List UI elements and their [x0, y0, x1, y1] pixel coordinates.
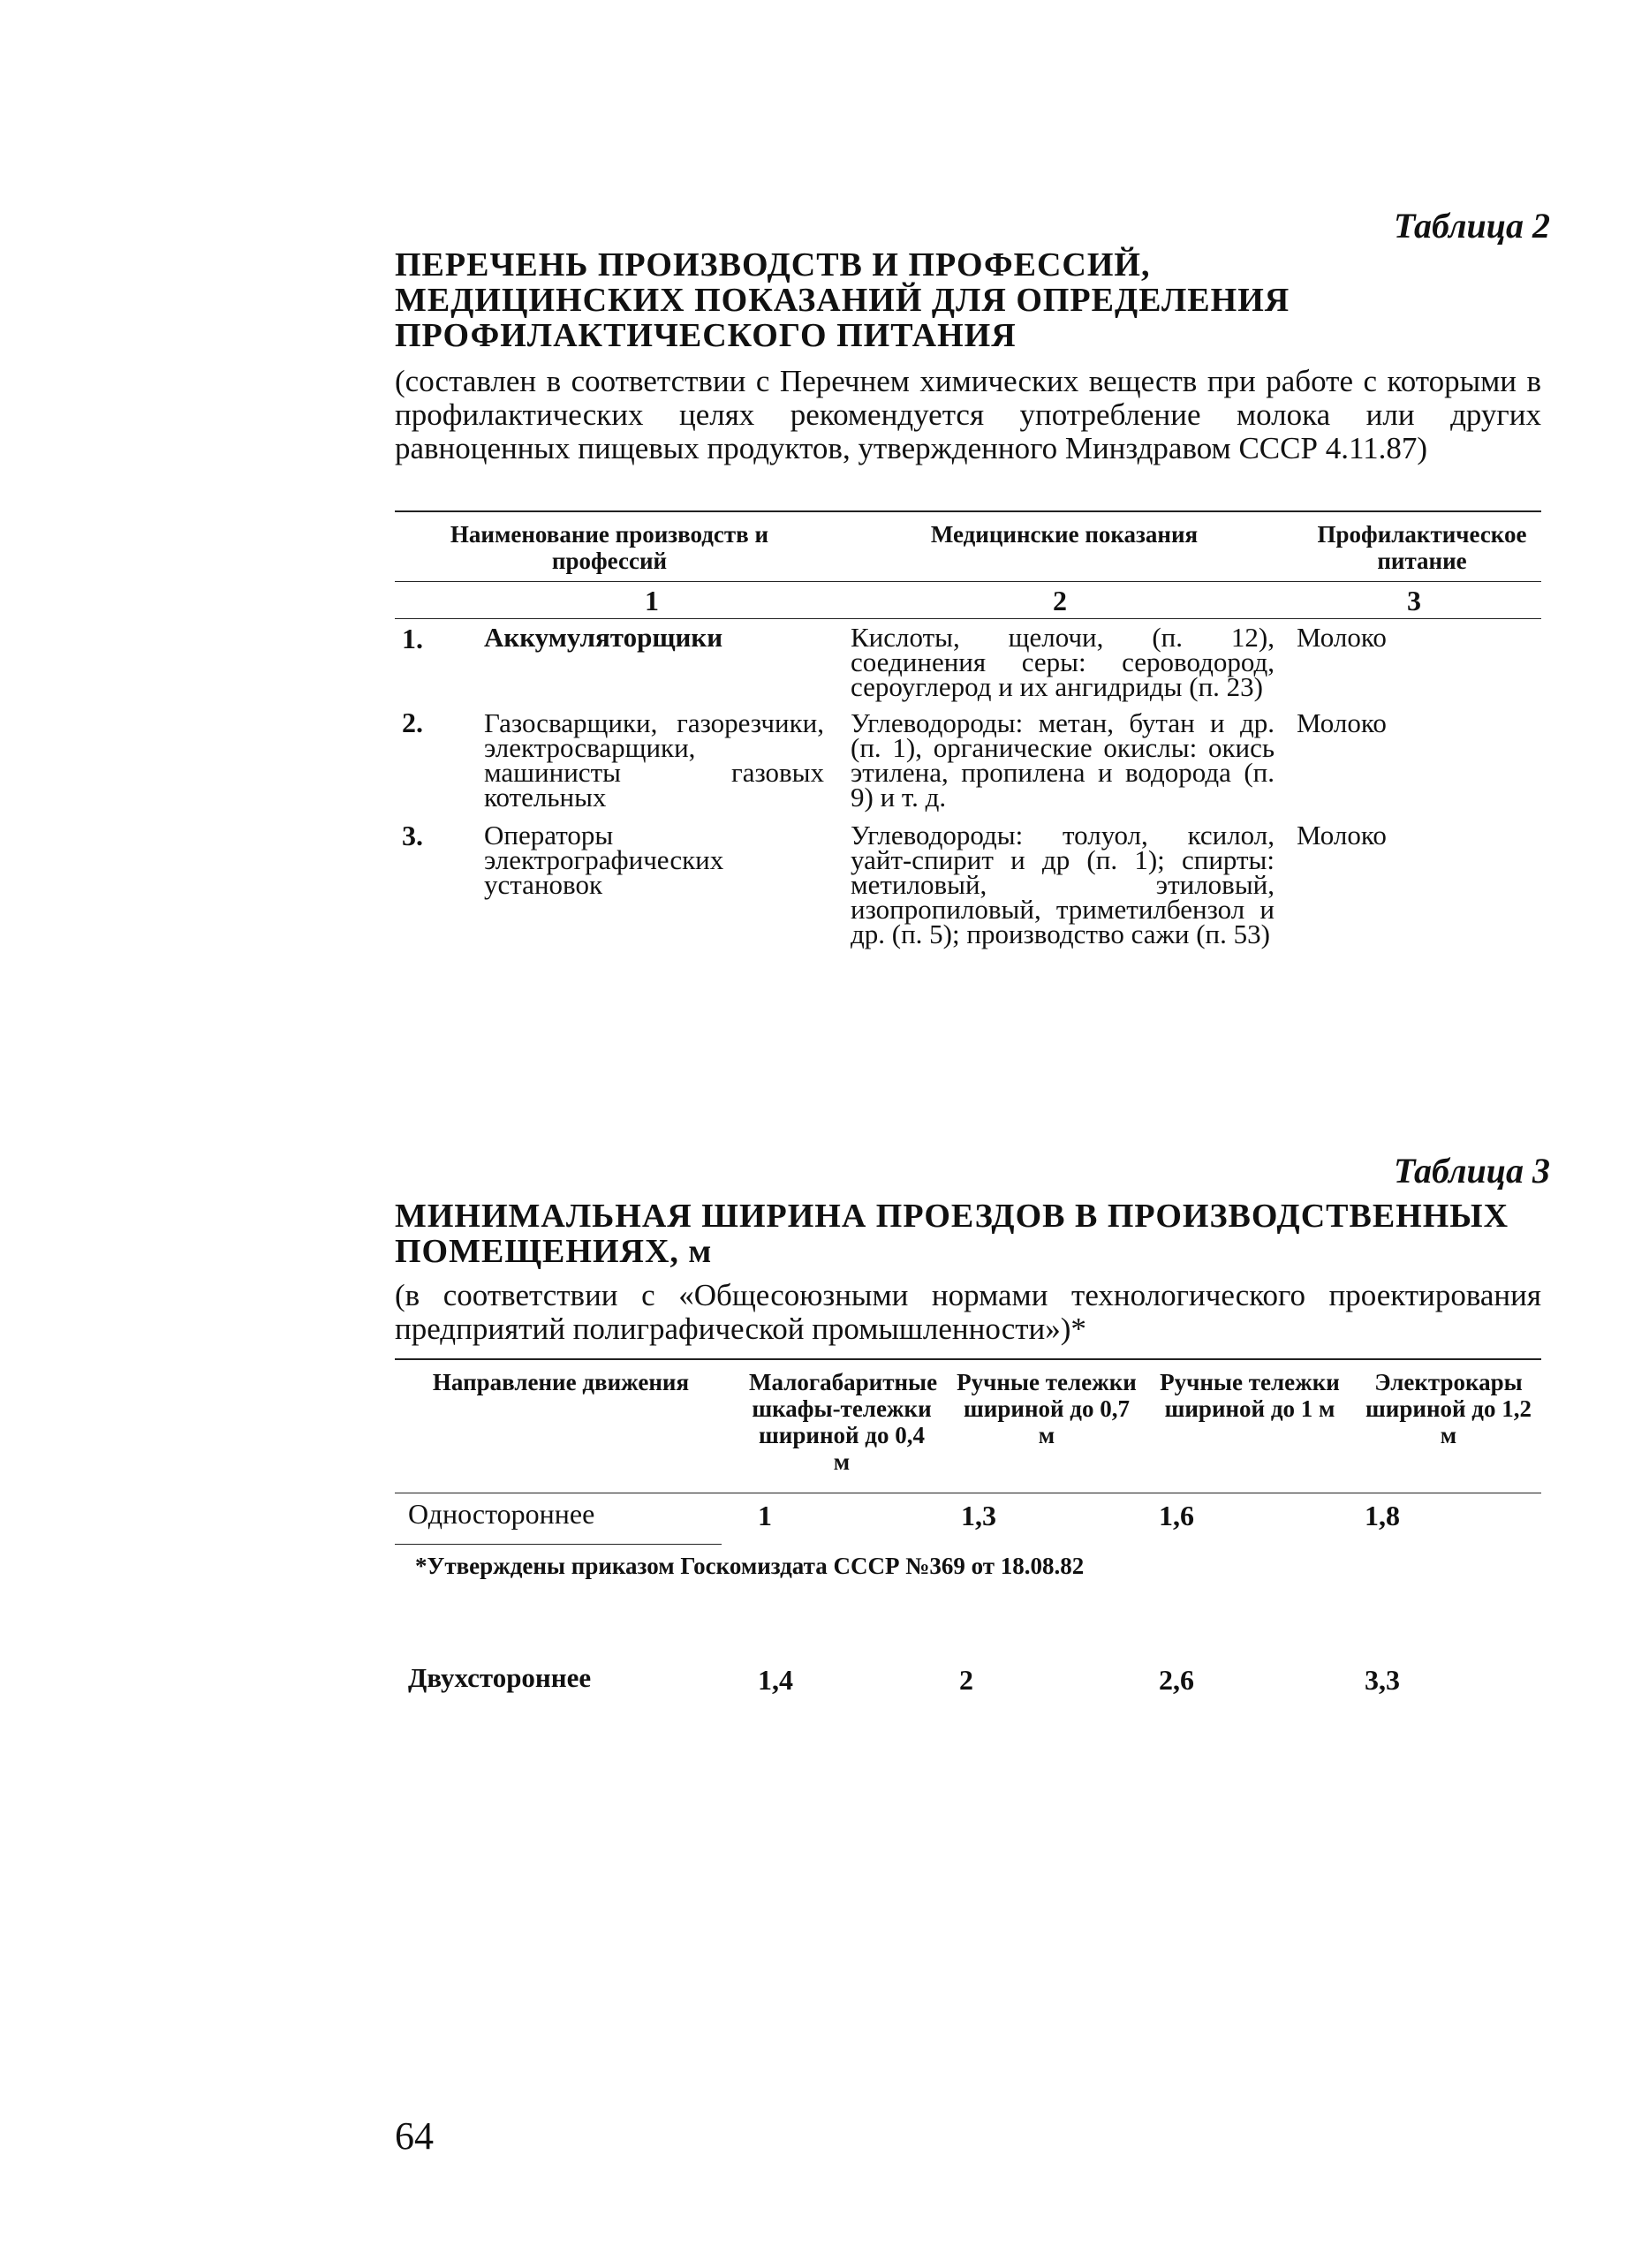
table3-row-2-value-2: 2 [959, 1664, 973, 1696]
table2-row-2-number: 2. [402, 707, 423, 738]
table3-row-2-value-1: 1,4 [758, 1664, 793, 1696]
table3-row-1-value-4: 1,8 [1365, 1500, 1400, 1531]
table2-row-3-nutrition: Молоко [1297, 820, 1387, 850]
table2-col-number-2: 2 [1053, 585, 1067, 616]
table2-col-number-1: 1 [645, 585, 659, 616]
table2-numbers-rule [395, 618, 1541, 619]
table2-header-indications: Медицинские показания [930, 521, 1199, 548]
table2-col-number-3: 3 [1407, 585, 1421, 616]
table2-title-line-3: ПРОФИЛАКТИЧЕСКОГО ПИТАНИЯ [395, 317, 1017, 354]
table3-header-hand-carts-1: Ручные тележки шириной до 1 м [1160, 1369, 1340, 1422]
table3-row-2-value-3: 2,6 [1159, 1664, 1194, 1696]
table2-title [395, 247, 1543, 353]
table2-row-1-nutrition: Молоко [1297, 622, 1387, 653]
table2-row-1-name: Аккумуляторщики [484, 622, 723, 653]
table3-row-1-direction: Одностороннее [408, 1498, 595, 1530]
table3-footnote-rule [395, 1544, 722, 1545]
table3-caption: Таблица 3 [1394, 1151, 1550, 1191]
page-number: 64 [395, 2114, 434, 2158]
table2-top-rule [395, 510, 1541, 512]
table3-header-direction: Направление движения [432, 1369, 690, 1395]
table3-header-small-cabinets: Малогабаритные шкафы-тележки шириной до 0,4 м [749, 1369, 938, 1475]
table2-intro: (составлен в соответствии с Перечнем химических веществ при работе с которыми в профилактических целях рекомендуется употребление молока или других равноценных пищевых продуктов, утвержденного Минздравом СССР 4.11.87) [395, 364, 1541, 465]
table2-row-2-name: Газосварщики, газорезчики, электросварщики, машинисты газовых котельных [484, 707, 824, 813]
table2-caption: Таблица 2 [1394, 206, 1550, 246]
table2-title-line-2: МЕДИЦИНСКИХ ПОКАЗАНИЙ ДЛЯ ОПРЕДЕЛЕНИЯ [395, 282, 1290, 319]
table2-row-3-indications: Углеводороды: толуол, ксилол, уайт-спирит и др (п. 1); спирты: метиловый, этиловый, изопропиловый, триметилбензол и др. (п. 5); производство сажи (п. 53) [851, 820, 1275, 949]
table3-row-2-direction: Двухстороннее [408, 1662, 592, 1693]
table2-row-1-number: 1. [402, 623, 423, 654]
table3-row-1-value-2: 1,3 [961, 1500, 996, 1531]
table3-footnote: *Утверждены приказом Госкомиздата СССР №369 от 18.08.82 [415, 1553, 1085, 1579]
table3-title [395, 1198, 1543, 1269]
table3-title-line-1: МИНИМАЛЬНАЯ ШИРИНА ПРОЕЗДОВ В ПРОИЗВОДСТВЕННЫХ [395, 1198, 1509, 1235]
table2-header-name: Наименование производств и профессий [450, 521, 769, 574]
table3-intro: (в соответствии с «Общесоюзными нормами технологического проектирования предприятий полиграфической промышленности»)* [395, 1278, 1541, 1346]
table3-title-line-2: ПОМЕЩЕНИЯХ, м [395, 1233, 713, 1270]
table2-row-2-nutrition: Молоко [1297, 707, 1387, 738]
table3-row-1-value-3: 1,6 [1159, 1500, 1194, 1531]
table2-title-line-1: ПЕРЕЧЕНЬ ПРОИЗВОДСТВ И ПРОФЕССИЙ, [395, 246, 1151, 284]
table2-row-3-number: 3. [402, 820, 423, 851]
table3-row-2-value-4: 3,3 [1365, 1664, 1400, 1696]
table2-row-3-name: Операторы электрографических установок [484, 820, 724, 900]
table2-header-rule [395, 581, 1541, 582]
table3-header-electrocars: Электрокары шириной до 1,2 м [1365, 1369, 1532, 1448]
table2-header-nutrition: Профилактическое питание [1317, 521, 1527, 574]
table3-row-1-value-1: 1 [758, 1500, 772, 1531]
table2-row-1-indications: Кислоты, щелочи, (п. 12), соединения серы: сероводород, сероуглерод и их ангидриды (п. 23) [851, 622, 1275, 702]
table3-top-rule [395, 1358, 1541, 1360]
table3-header-hand-carts-07: Ручные тележки шириной до 0,7 м [957, 1369, 1137, 1448]
table2-row-2-indications: Углеводороды: метан, бутан и др. (п. 1), органические окислы: окись этилена, пропилена и водорода (п. 9) и т. д. [851, 707, 1275, 813]
